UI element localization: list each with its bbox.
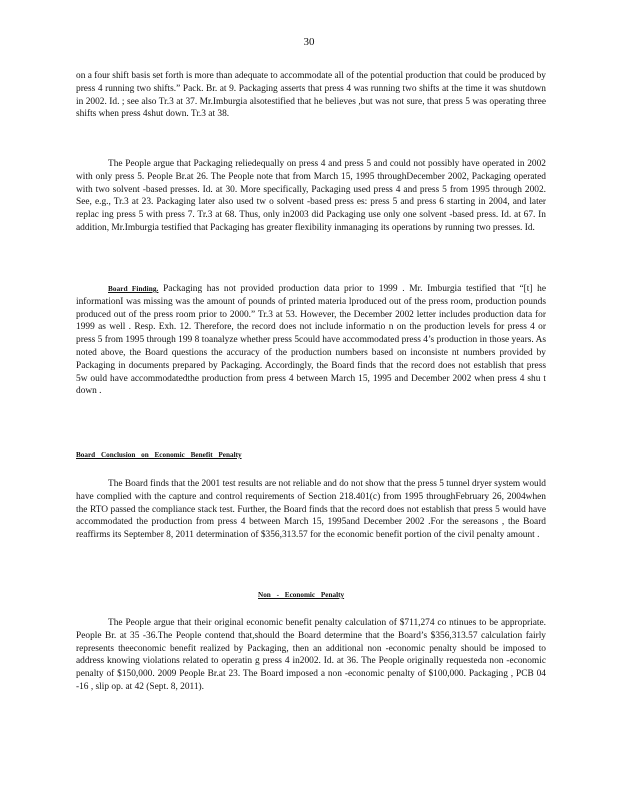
paragraph-non-economic: [76, 617, 546, 694]
paragraph-board-finds: [76, 478, 546, 542]
paragraph-text: The Board finds that the 2001 test results are not reliable and do not show that the press 5 tunnel dryer system would have complied with the capture and control requirements of Section 218.401(c) from 1995 throughFebruary 26, 2004when the RTO passed the compliance stack test. Further, the Board finds that the record does not establish that press 5 would have accommodated the production from press 4 between March 15, 1995and December 2002 .For the sereasons , the Board reaffirms its September 8, 2011 determination of $356,313.57 for the economic benefit portion of the civil penalty amount .: [76, 479, 546, 541]
section-heading-economic: Board Conclusion on Economic Benefit Penalty: [76, 451, 242, 459]
board-finding-heading: Board Finding.: [108, 285, 159, 293]
paragraph-text: The People argue that Packaging reliedequally on press 4 and press 5 and could not possibly have operated in 2002 with only press 5. People Br.at 26. The People note that from March 15, 1995 throughDecember 2002, Packaging operated with two solvent -based presses. Id. at 30. More specifically, Packaging used press 4 and press 5 from 1995 through 2002. See, e.g., Tr.3 at 23. Packaging later also used tw o solvent -based press es: press 5 and press 6 starting in 2004, and later replac ing press 5 with press 7. Tr.3 at 68. Thus, only in2003 did Packaging use only one solvent -based press. Id. at 67. In addition, Mr.Imburgia testified that Packaging has greater flexibility inmanaging its operations by running two presses. Id.: [76, 159, 546, 233]
paragraph-text: on a four shift basis set forth is more than adequate to accommodate all of the potential production that could be produced by press 4 running two shifts.” Pack. Br. at 9. Packaging asserts that press 4 was running two shifts at the time it was shutdown in 2002. Id. ; see also Tr.3 at 37. Mr.Imburgia alsotestified that he believes ,but was not sure, that press 5 was operating three shifts when press 4shut down. Tr.3 at 38.: [76, 71, 546, 120]
paragraph-text: The People argue that their original economic benefit penalty calculation of $711,274 co ntinues to be appropriate. People Br. at 35 -36.The People contend that,should the Board determine that the Board’s $356,313.57 calculation fairly represents theeconomic benefit realized by Packaging, then an additional non -economic penalty should be imposed to address knowing violations related to operatin g press 4 in2002. Id. at 36. The People originally requesteda non -economic penalty of $150,000. 2009 People Br.at 23. The Board imposed a non -economic penalty of $100,000. Packaging , PCB 04 -16 , slip op. at 42 (Sept. 8, 2011).: [76, 618, 546, 692]
paragraph-continuation: [76, 70, 546, 121]
paragraph-people-argue: [76, 158, 546, 235]
paragraph-text: Packaging has not provided production data prior to 1999 . Mr. Imburgia testified that “[t] he informationI was missing was the amount of pounds of printed materia lproduced out of the press room, production pounds produced out of the press room prior to 2000.” Tr.3 at 53. However, the December 2002 letter includes production data for 1999 as well . Resp. Exh. 12. Therefore, the record does not include informatio n on the production levels for press 4 or press 5 from 1995 through 199 8 toanalyze whether press 5could have accommodated press 4’s production in those years. As noted above, the Board questions the accuracy of the production numbers based on inconsiste nt numbers provided by Packaging in documents prepared by Packaging. Accordingly, the Board finds that the record does not establish that press 5w ould have accommodatedthe production from press 4 between March 15, 1995 and December 2002 when press 4 shu t down .: [76, 284, 546, 397]
page-number: 30: [303, 36, 315, 48]
paragraph-board-finding: [76, 283, 546, 398]
section-heading-non-economic: Non - Economic Penalty: [258, 591, 345, 599]
